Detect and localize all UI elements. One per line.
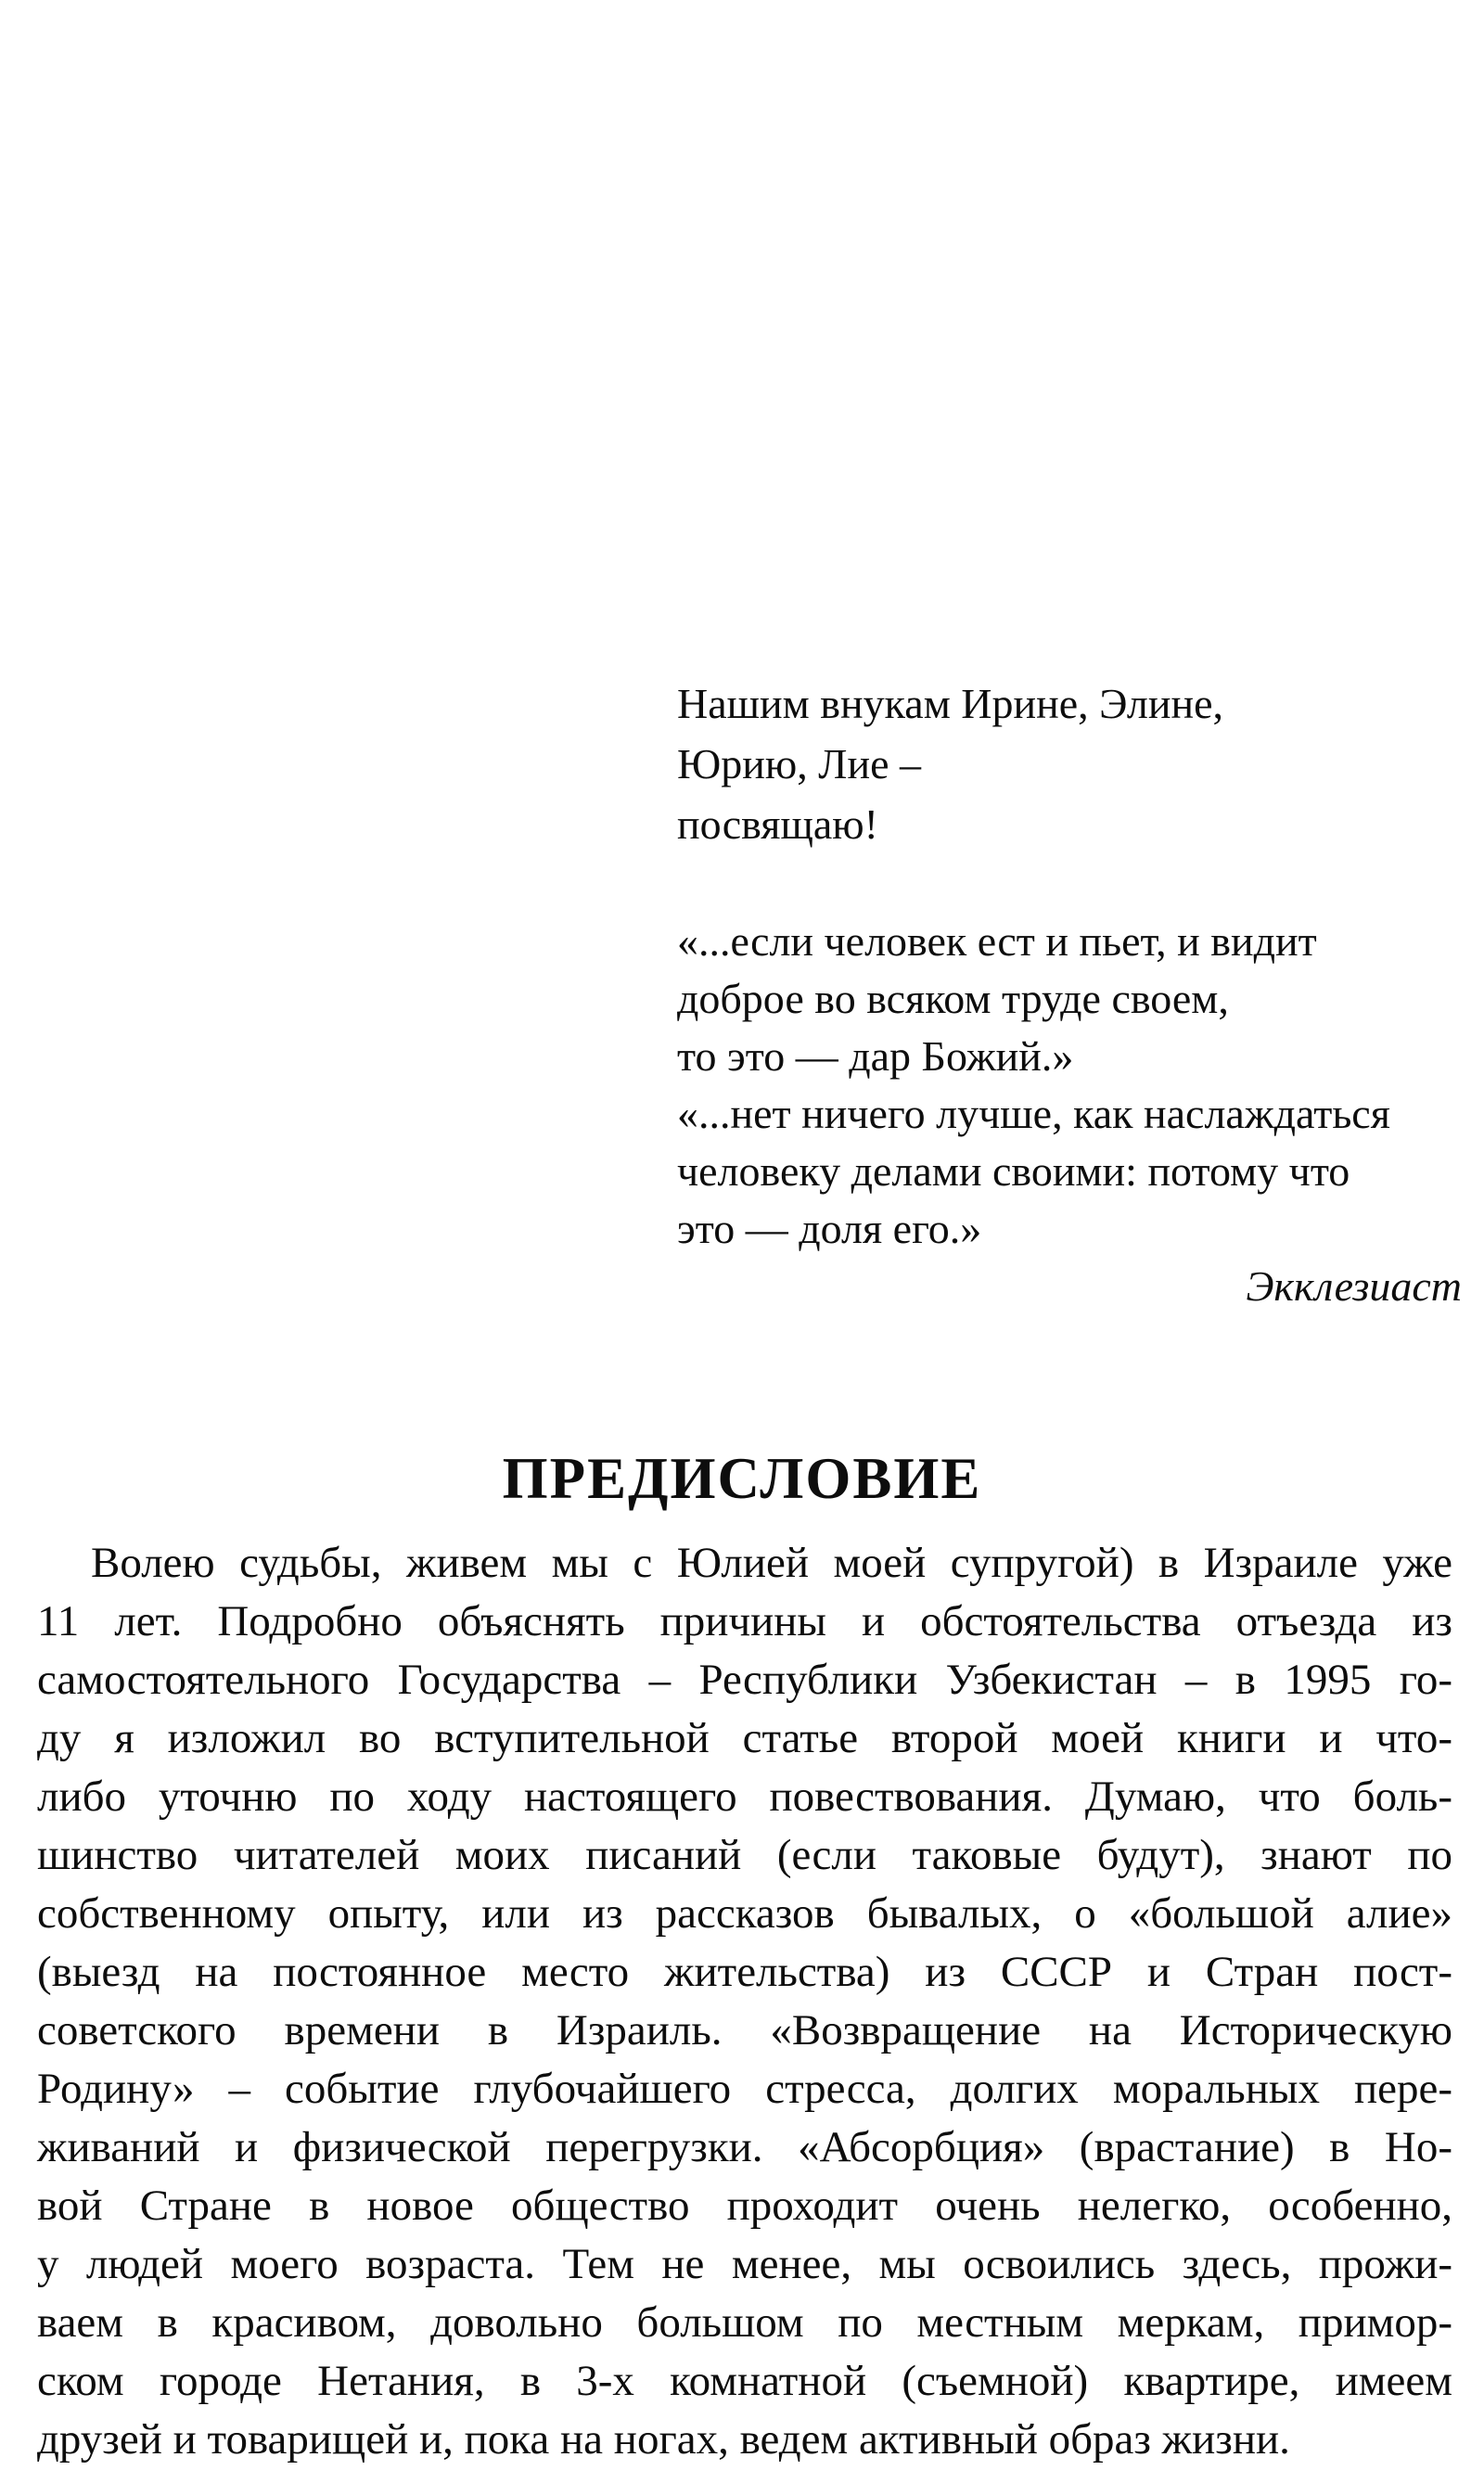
dedication-line: Нашим внукам Ирине, Элине, <box>677 680 1224 727</box>
paragraph-line: Волею судьбы, живем мы с Юлией моей супругой) в Израиле уже <box>91 1539 1452 1587</box>
epigraph-line: человеку делами своими: потому что <box>677 1147 1350 1195</box>
paragraph-line: живаний и физической перегрузки. «Абсорбция» (врастание) в Но- <box>37 2123 1452 2171</box>
paragraph-line: (выезд на постоянное место жительства) из СССР и Стран пост- <box>37 1948 1452 1996</box>
paragraph-line: 11 лет. Подробно объяснять причины и обстоятельства отъезда из <box>37 1597 1452 1645</box>
paragraph-line: советского времени в Израиль. «Возвращение на Историческую <box>37 2006 1452 2054</box>
section-heading: ПРЕДИСЛОВИЕ <box>502 1446 982 1512</box>
paragraph-line: самостоятельного Государства – Республики Узбекистан – в 1995 го- <box>37 1656 1452 1704</box>
paragraph-line: Родину» – событие глубочайшего стресса, долгих моральных пере- <box>37 2065 1452 2113</box>
epigraph-line: то это — дар Божий.» <box>677 1032 1074 1080</box>
paragraph-line: у людей моего возраста. Тем не менее, мы освоились здесь, прожи- <box>37 2240 1452 2288</box>
dedication-line: посвящаю! <box>677 800 878 848</box>
paragraph-line: шинство читателей моих писаний (если таковые будут), знают по <box>37 1831 1452 1879</box>
paragraph-line: либо уточню по ходу настоящего повествования. Думаю, что боль- <box>37 1773 1452 1821</box>
preface-paragraph <box>37 1534 1452 2469</box>
epigraph-attribution: Экклезиаст <box>1246 1262 1462 1310</box>
paragraph-line: ваем в красивом, довольно большом по местным меркам, примор- <box>37 2298 1452 2347</box>
paragraph-line: ду я изложил во вступительной статье второй моей книги и что- <box>37 1714 1452 1762</box>
epigraph-line: это — доля его.» <box>677 1205 982 1252</box>
epigraph-line: «...если человек ест и пьет, и видит <box>677 917 1317 965</box>
dedication-line: Юрию, Лие – <box>677 740 921 787</box>
dedication-block <box>677 673 1223 854</box>
epigraph-line: «...нет ничего лучше, как наслаждаться <box>677 1090 1390 1137</box>
paragraph-line: друзей и товарищей и, пока на ногах, ведем активный образ жизни. <box>37 2415 1290 2464</box>
paragraph-line: ском городе Нетания, в 3-х комнатной (съемной) квартире, имеем <box>37 2357 1452 2405</box>
epigraph-block <box>677 913 1462 1315</box>
paragraph-line: собственному опыту, или из рассказов бывалых, о «большой алие» <box>37 1889 1452 1938</box>
paragraph-line: вой Стране в новое общество проходит очень нелегко, особенно, <box>37 2182 1452 2230</box>
epigraph-line: доброе во всяком труде своем, <box>677 975 1229 1022</box>
